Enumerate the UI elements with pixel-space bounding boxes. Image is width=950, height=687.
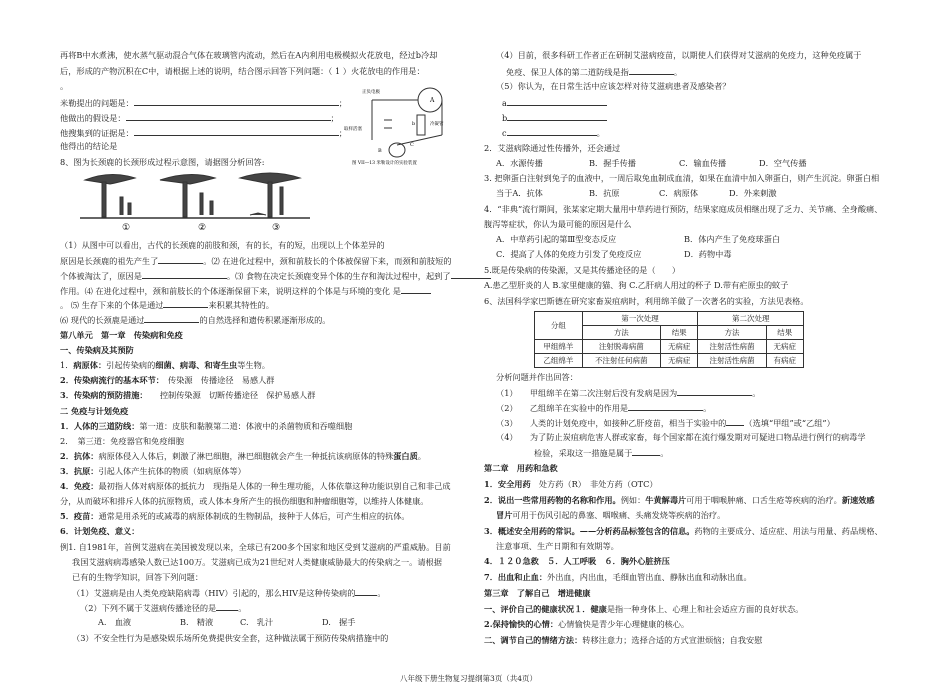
option: A. 血液 [98,617,132,627]
question-line: 腹泻等症状，你认为最可能的原因是什么 [484,219,632,229]
option: D．空气传播 [759,158,807,168]
table-header: 方法 [698,326,766,340]
paragraph: 2.保持愉快的心情：心情愉快是青少年心理健康的核心。 [484,619,690,629]
answer-blank [677,388,752,396]
answer-blank [507,113,607,121]
question-line: 他得出的结论是 [60,141,118,151]
section-heading: 一、传染病及其预防 [60,345,134,355]
table-row [535,340,804,354]
diagram-caption: 图 VII—13 米勒设计的实验装置 [352,161,417,165]
diagram-label: A [430,97,435,104]
question-line: （4） 为了防止炭疽病危害人群或家畜，每个国家都在流行爆发期对可疑进口物品进行例行的病毒学 [496,432,866,442]
question-8: 8、图为长颈鹿的长颈形成过程示意图，请据图分析回答: [60,157,265,167]
answer-blank [142,271,227,279]
experiment-table [534,311,804,368]
question-line: 3. 把卵蛋白注射到兔子的血液中，一周后取兔血制成血清，如果在血清中加入卵蛋白，则产生沉淀。卵蛋白相 [484,173,880,183]
chapter-heading: 第二章 用药和急救 [484,463,558,473]
paragraph: 5．疫苗：通常是用杀死的或减毒的病原体制成的生物制品，接种于人体后，可产生相应的抗体。 [60,511,410,521]
paragraph: 作用。⑷ 在进化过程中，颈和前肢长的个体逐渐保留下来，说明这样的个体是与环境的变化 是 [60,286,431,295]
chapter-heading: 第三章 了解自己 增进健康 [484,588,591,598]
answer-blank [355,588,377,596]
paragraph: 注意事项、生产日期和有效期等。 [496,541,619,551]
paragraph: 冒片可用于伤风引起的鼻塞、咽喉痛、头痛发烧等疾病的治疗。 [496,510,726,520]
answer-blank [401,286,431,294]
answer-blank [163,300,208,308]
answer-blank [629,67,674,75]
figure-label: ② [198,223,207,230]
question-line: 5.既是传染病的传染源，又是其传播途径的是（ ） [484,265,681,275]
paragraph: 1．人体的三道防线：第一道：皮肤和黏膜第二道：体液中的杀菌物质和吞噬细胞 [60,421,353,431]
giraffe-illustration [80,170,310,230]
table-cell: 不注射任何病菌 [582,354,660,368]
question-line: 检验，采取这一措施是属于 。 [534,448,669,458]
paragraph: 后，形成的产物沉积在C中，请根据上述的说明，结合图示回答下列问题：（ 1 ）火花放电的作用是： [60,66,425,76]
question-line: （3） 人类的计划免疫中，如接种乙肝疫苗，相当于实验中的 （选填“甲组”或“乙组”） [496,418,835,428]
figure-label: ① [122,223,131,230]
paragraph: 3．概述安全用药的常识。——分析药品标签包含的信息。药物的主要成分、适应症、用法与用量、药品规格、 [484,526,883,536]
option: C. 乳汁 [240,617,274,627]
answer-blank [216,603,238,611]
paragraph: 个体被淘汰了，原因是 。⑶ 食物在决定长颈鹿变异个体的生存和淘汰过程中，起到了 [60,271,491,280]
paragraph: 3．抗原：引起人体产生抗体的物质（如病原体等） [60,466,246,476]
answer-blank [134,98,339,106]
answer-blank [726,418,744,426]
paragraph: （1）从图中可以看出，古代的长颈鹿的前肢和颈，有的长，有的短，出现以上个体差异的 [60,240,385,250]
table-cell: 注射活性病菌 [698,354,766,368]
answer-line: a [502,98,607,107]
paragraph: 。 ⑸ 生存下来的个体是通过 来积累其特性的。 [60,300,274,310]
question-line: 他搜集到的证据是： ； [60,128,347,138]
table-header: 结果 [766,326,803,340]
page-footer: 八年级下册生物复习提纲第3页（共4页） [400,674,538,683]
paragraph: 分，从而破坏和排斥人体的抗原物质，或人体本身所产生的损伤细胞和肿瘤细胞等，以维持人体健康。 [60,496,429,506]
question-line: （2）下列不属于艾滋病传播途径的是 。 [80,603,247,613]
option: C．输血传播 [679,158,727,168]
table-cell: 无病症 [660,354,697,368]
option: B．抗原 [589,188,620,198]
answer-blank [507,128,597,136]
option: B. 精液 [180,617,214,627]
question-line: 6、法国科学家巴斯德在研究家畜炭疽病时，利用绵羊做了一次著名的实验，方法见表格。 [484,296,809,306]
example-text: 我国艾滋病病毒感染人数已达100万。艾滋病已成为21世纪对人类健康威胁最大的传染病之一。请根据 [72,557,442,567]
table-cell: 注射脱毒病菌 [582,340,660,354]
diagram-label: 正负电极 [362,90,380,95]
option: A．水源传播 [496,158,543,168]
table-header: 分组 [535,312,583,340]
option: B．体内产生了免疫球蛋白 [684,234,781,244]
paragraph: 二、调节自己的情绪方法：转移注意力；选择合适的方式宣泄烦恼；自我安慰 [484,635,763,645]
question-line: 他做出的假设是： ； [60,113,339,123]
diagram-label: b [412,121,416,127]
paragraph: 7．出血和止血：外出血，内出血，毛细血管出血、静脉出血和动脉出血。 [484,572,752,582]
paragraph: 一、评价自己的健康状况１．健康是指一种身体上、心理上和社会适应方面的良好状态。 [484,604,804,614]
table-header: 结果 [660,326,697,340]
paragraph: 2． 第三道：免疫器官和免疫细胞 [60,436,184,446]
diagram-label: C [410,142,414,148]
question-line: 4．“非典”流行期间，张某家定期大量用中草药进行预防，结果家庭成员相继出现了乏力、关节痛、全身酸痛、 [484,204,883,214]
answer-blank [158,256,203,264]
diagram-label: 冷凝管 [430,122,444,127]
paragraph: 。 [60,81,69,91]
answer-line: b [502,113,607,122]
table-cell: 有病症 [766,354,803,368]
question-line: （5）你认为，在日常生活中应该怎样对待艾滋病患者及感染者？ [496,81,731,91]
paragraph: 3．传染病的预防措施： 控制传染源 切断传播途径 保护易感人群 [60,390,316,400]
tree-canopy [85,174,135,184]
paragraph: 原因是长颈鹿的祖先产生了 。⑵ 在进化过程中，颈和前肢长的个体被保留下来，而颈和前肢短的 [60,256,452,266]
option: C．提高了人体的免疫力引发了免疫反应 [496,249,642,259]
example-text: 例1. 自1981年，首例艾滋病在美国被发现以来，全球已有200多个国家和地区受到艾滋病的严重威胁。目前 [60,542,451,552]
answer-blank [144,315,199,323]
question-line: A.患乙型肝炎的人 B.家里健康的猫、狗 C.乙肝病人用过的杯子 D.带有疟原虫的蚊子 [484,280,789,290]
diagram-label: B [378,148,382,154]
answer-blank [126,113,331,121]
answer-blank [507,98,607,106]
table-cell: 无病症 [660,340,697,354]
paragraph: 2．抗体：病原体侵入人体后，刺激了淋巴细胞，淋巴细胞就会产生一种抵抗该病原体的特殊蛋白质。 [60,451,426,461]
answer-blank [628,403,703,411]
paragraph: 1．病原体：引起传染病的细菌、病毒、和寄生虫等生物。 [60,360,270,370]
table-cell: 无病症 [766,340,803,354]
question-line: 2．艾滋病除通过性传播外，还会通过 [484,143,621,153]
question-line: （1）艾滋病是由人类免疫缺陷病毒（HIV）引起的，那么HIV是这种传染病的 。 [72,588,386,598]
answer-line: c 。 [502,128,605,138]
table-row [535,354,804,368]
paragraph: 2．说出一些常用药物的名称和作用。例如：牛黄解毒片可用于咽喉肿痛、口舌生疮等疾病的治疗。新速效感 [484,495,875,505]
paragraph: ⑹ 现代的长颈鹿是通过 的自然选择和遗传积累逐渐形成的。 [60,315,331,325]
paragraph: 分析问题并作出回答： [496,372,578,382]
table-cell: 甲组绵羊 [535,340,583,354]
question-line: （2） 乙组绵羊在实验中的作用是 。 [496,403,712,413]
paragraph: 1．安全用药 处方药（R） 非处方药（OTC） [484,479,658,489]
paragraph: 4．１２０急救 ５．人工呼吸 ６．胸外心脏挤压 [484,556,670,566]
option: C．病原体 [659,188,699,198]
table-header: 方法 [582,326,660,340]
question-line: 米勒提出的问题是： ； [60,98,347,108]
table-header: 第一次处理 [582,312,698,326]
option: 当于A．抗体 [496,188,543,198]
option: B．握手传播 [589,158,636,168]
paragraph: 再将B中水煮沸，使水蒸气驱动混合气体在玻璃管内流动，然后在A内利用电极模拟火花放电，经过b冷却 [60,50,438,60]
option: D. 握手 [322,617,356,627]
table-header: 第二次处理 [698,312,804,326]
unit-heading: 第八单元 第一章 传染病和免疫 [60,330,183,340]
miller-apparatus-diagram [342,80,462,165]
paragraph: 4．免疫：最初指人体对病原体的抵抗力 现指是人体的一种生理功能，人体依靠这种功能识别自己和非己成 [60,481,451,491]
figure-label: ③ [272,223,281,230]
answer-blank [134,128,339,136]
example-text: 已有的生物学知识，回答下列问题： [72,572,204,582]
option: D．药物中毒 [684,249,732,259]
question-line: （3）不安全性行为是感染娱乐场所免费提供安全套，这种做法属于预防传染病措施中的 [72,633,389,643]
table-cell: 注射活性病菌 [698,340,766,354]
section-heading: 二 免疫与计划免疫 [60,406,129,416]
paragraph: 2．传染病流行的基本环节： 传染源 传播途径 易感人群 [60,375,275,385]
paragraph: 6．计划免疫、意义： [60,526,140,536]
diagram-label: 取样活塞 [344,127,362,132]
question-line: （4）目前，很多科研工作者正在研制艾滋病疫苗，以期使人们获得对艾滋病的免疫力，这种免疫属于 [496,50,862,60]
option: D．外来刺激 [729,188,777,198]
question-line: （1） 甲组绵羊在第二次注射后没有发病是因为 。 [496,388,761,398]
option: A．中草药引起的第Ⅲ型变态反应 [496,234,617,244]
question-line: 免疫、保卫人体的第二道防线是指 。 [506,67,683,77]
table-cell: 乙组绵羊 [535,354,583,368]
answer-blank [632,448,660,456]
